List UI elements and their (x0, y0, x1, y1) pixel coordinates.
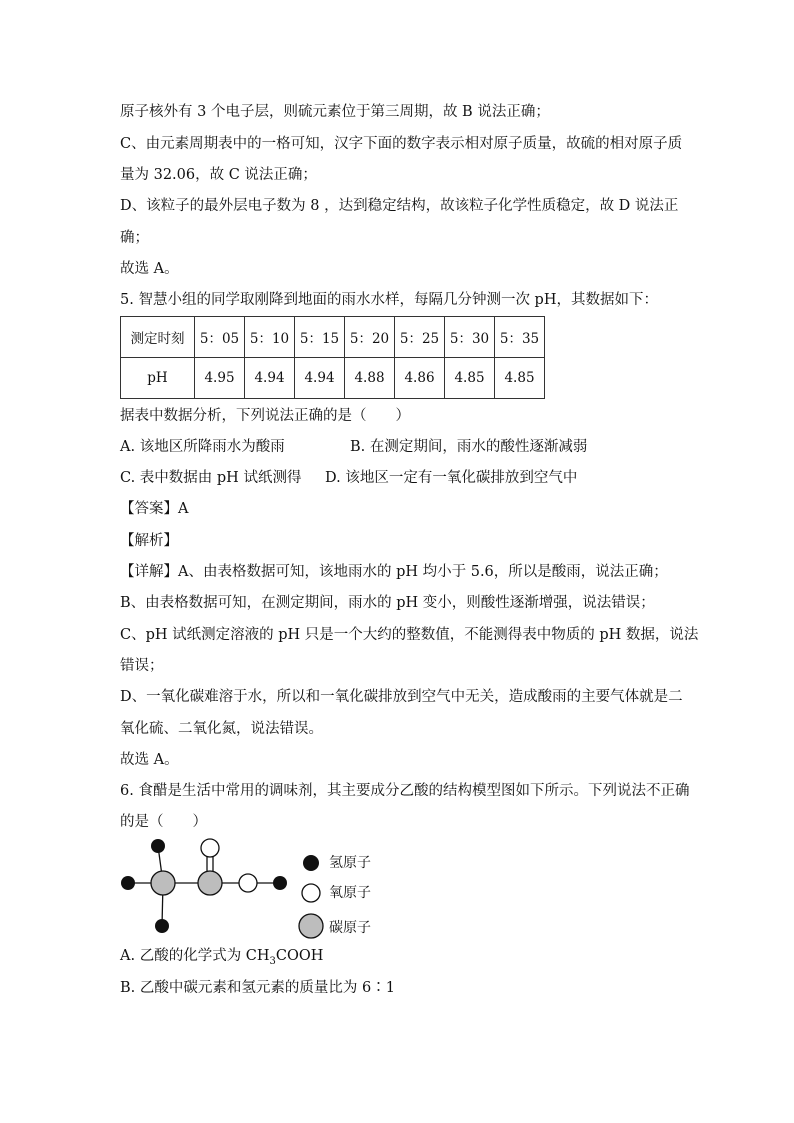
text-line-2: C、由元素周期表中的一格可知，汉字下面的数字表示相对原子质量，故硫的相对原子质 (120, 136, 683, 152)
oxygen-atom (239, 874, 257, 892)
question-5-stem: 5. 智慧小组的同学取刚降到地面的雨水水样，每隔几分钟测一次 pH，其数据如下： (120, 292, 658, 308)
table-row-ph (121, 358, 545, 399)
option-5b: B. 在测定期间，雨水的酸性逐渐减弱 (350, 439, 588, 455)
carbon-atom (198, 871, 222, 895)
legend-carbon-symbol (299, 914, 323, 938)
table-cell: 4.85 (445, 358, 495, 399)
table-cell: 5：10 (245, 317, 295, 358)
table-cell: 4.85 (495, 358, 545, 399)
table-cell: 4.95 (195, 358, 245, 399)
table-row-times (121, 317, 545, 358)
detail-line-d1: D、一氧化碳难溶于水，所以和一氧化碳排放到空气中无关，造成酸雨的主要气体就是二 (120, 689, 683, 705)
legend-oxygen-symbol (302, 884, 320, 902)
table-cell: 4.86 (395, 358, 445, 399)
legend-oxygen-label: 氧原子 (329, 885, 371, 901)
table-cell: 5：05 (195, 317, 245, 358)
option-6b: B. 乙酸中碳元素和氢元素的质量比为 6∶1 (120, 980, 395, 996)
table-cell: 5：35 (495, 317, 545, 358)
option-6a-suffix: COOH (275, 948, 324, 964)
answer-label: 【答案】A (120, 501, 189, 517)
text-line-1: 原子核外有 3 个电子层，则硫元素位于第三周期，故 B 说法正确； (120, 104, 550, 120)
option-6a (120, 946, 323, 972)
hydrogen-atom (151, 839, 165, 853)
legend-hydrogen-symbol (303, 855, 319, 871)
table-header-ph: pH (121, 358, 195, 399)
carbon-atom (151, 871, 175, 895)
table-cell: 4.88 (345, 358, 395, 399)
option-5a: A. 该地区所降雨水为酸雨 (120, 439, 285, 455)
ph-data-table (120, 316, 545, 399)
hydrogen-atom (121, 876, 135, 890)
table-header-time: 测定时刻 (121, 317, 195, 358)
analysis-label: 【解析】 (120, 533, 178, 549)
table-cell: 5：15 (295, 317, 345, 358)
legend-symbols (296, 850, 330, 940)
detail-line-b: B、由表格数据可知，在测定期间，雨水的 pH 变小，则酸性逐渐增强，说法错误； (120, 595, 655, 611)
legend-carbon-label: 碳原子 (329, 920, 371, 936)
detail-line-a: 【详解】A、由表格数据可知，该地雨水的 pH 均小于 5.6，所以是酸雨，说法正确； (120, 564, 668, 580)
question-5-ask: 据表中数据分析，下列说法正确的是（ ） (120, 408, 410, 424)
legend-hydrogen-label: 氢原子 (329, 855, 371, 871)
detail-line-c1: C、pH 试纸测定溶液的 pH 只是一个大约的整数值，不能测得表中物质的 pH 数据，说法 (120, 627, 699, 643)
text-line-3: 量为 32.06，故 C 说法正确； (120, 167, 317, 183)
select-line: 故选 A。 (120, 752, 179, 768)
table-cell: 4.94 (295, 358, 345, 399)
text-line-4: D、该粒子的最外层电子数为 8 ，达到稳定结构，故该粒子化学性质稳定，故 D 说法正 (120, 198, 679, 214)
text-line-6: 故选 A。 (120, 261, 179, 277)
hydrogen-atom (273, 876, 287, 890)
table-cell: 5：20 (345, 317, 395, 358)
hydrogen-atom (155, 919, 169, 933)
option-6a-subscript: 3 (269, 955, 276, 967)
option-5d: D. 该地区一定有一氧化碳排放到空气中 (325, 470, 578, 486)
oxygen-atom (201, 839, 219, 857)
option-5c: C. 表中数据由 pH 试纸测得 (120, 470, 302, 486)
table-cell: 4.94 (245, 358, 295, 399)
detail-line-c2: 错误； (120, 658, 164, 674)
detail-line-d2: 氧化硫、二氧化氮，说法错误。 (120, 721, 323, 737)
question-6-stem-1: 6. 食醋是生活中常用的调味剂，其主要成分乙酸的结构模型图如下所示。下列说法不正确 (120, 783, 690, 799)
acetic-acid-model (110, 832, 310, 942)
text-line-5: 确； (120, 230, 149, 246)
table-cell: 5：25 (395, 317, 445, 358)
option-6a-prefix: A. 乙酸的化学式为 CH (120, 948, 270, 964)
question-6-stem-2: 的是（ ） (120, 814, 207, 830)
table-cell: 5：30 (445, 317, 495, 358)
